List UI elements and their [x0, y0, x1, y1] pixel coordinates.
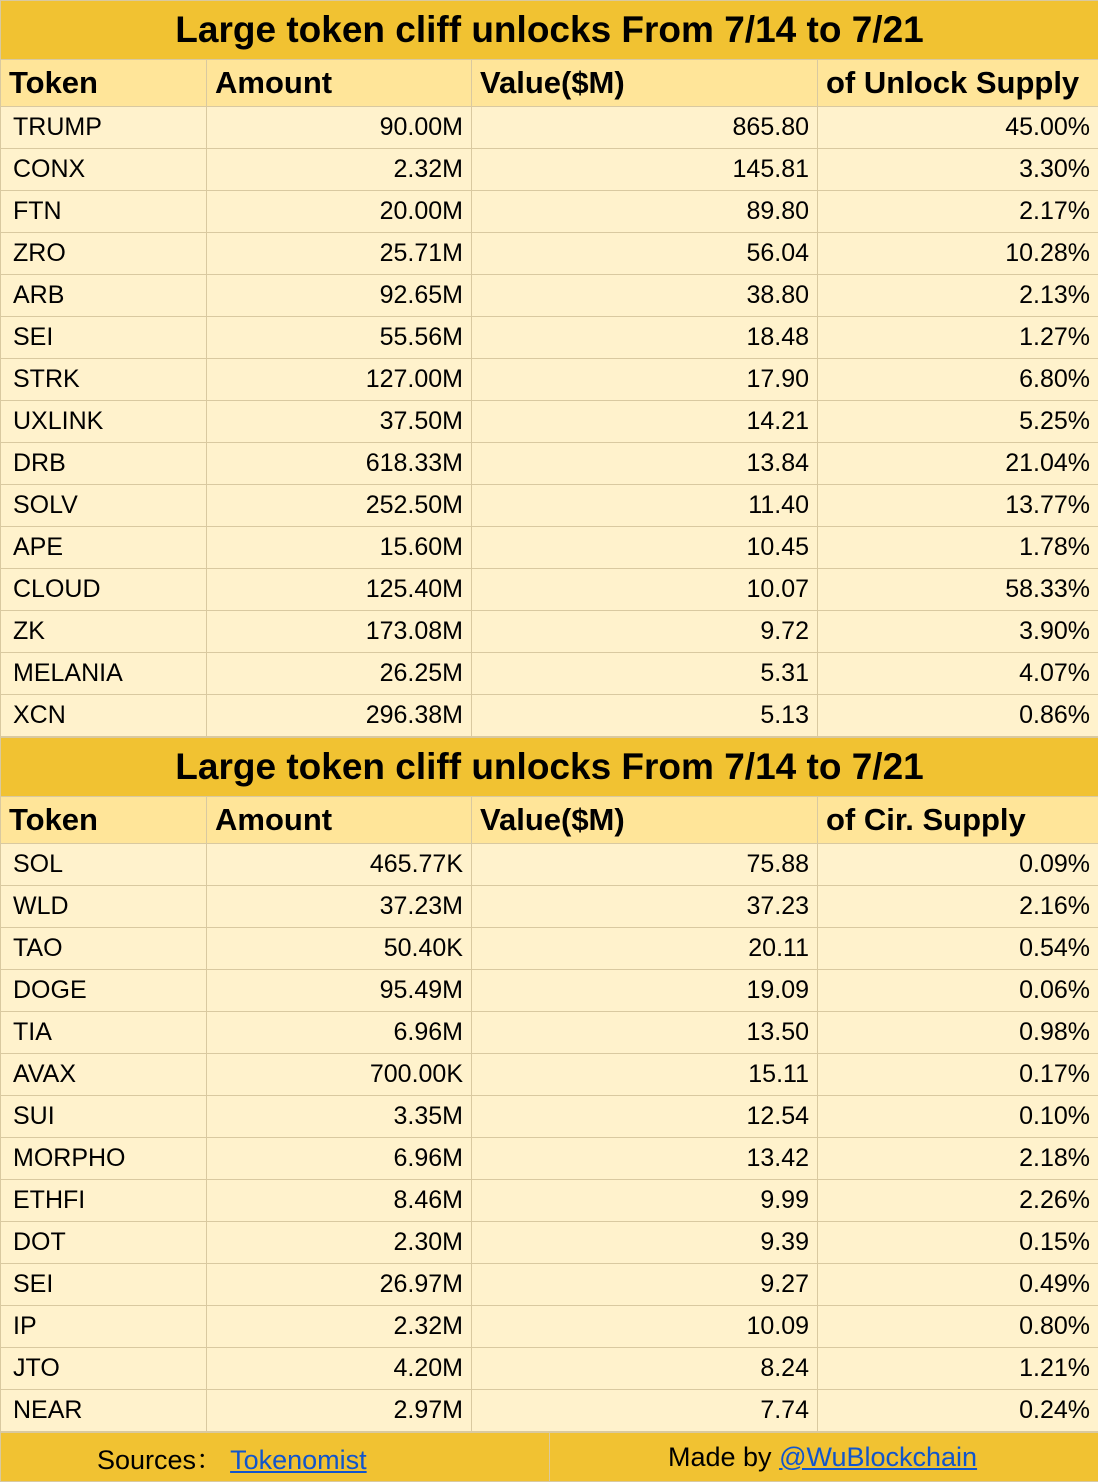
table-row: [1, 653, 1098, 695]
amount-cell: 6.96M: [207, 1012, 472, 1054]
table-row: [1, 1348, 1098, 1390]
amount-cell: 55.56M: [207, 317, 472, 359]
header-supply: of Cir. Supply: [818, 797, 1098, 844]
token-cell: TAO: [1, 928, 207, 970]
table-row: [1, 359, 1098, 401]
table-row: [1, 1012, 1098, 1054]
table-row: [1, 527, 1098, 569]
value-cell: 75.88: [472, 844, 818, 886]
footer-made-by: [550, 1433, 1098, 1482]
amount-cell: 2.97M: [207, 1390, 472, 1432]
value-cell: 18.48: [472, 317, 818, 359]
supply-cell: 0.24%: [818, 1390, 1098, 1432]
token-cell: XCN: [1, 695, 207, 737]
table-title: Large token cliff unlocks From 7/14 to 7/21: [1, 1, 1098, 60]
value-cell: 865.80: [472, 107, 818, 149]
amount-cell: 90.00M: [207, 107, 472, 149]
amount-cell: 6.96M: [207, 1138, 472, 1180]
table-title-row: [1, 738, 1098, 797]
token-cell: DOGE: [1, 970, 207, 1012]
value-cell: 9.72: [472, 611, 818, 653]
token-cell: STRK: [1, 359, 207, 401]
header-row: [1, 60, 1098, 107]
table-row: [1, 928, 1098, 970]
table-row: [1, 1180, 1098, 1222]
value-cell: 9.27: [472, 1264, 818, 1306]
supply-cell: 1.21%: [818, 1348, 1098, 1390]
supply-cell: 2.26%: [818, 1180, 1098, 1222]
table-row: [1, 1306, 1098, 1348]
value-cell: 37.23: [472, 886, 818, 928]
supply-cell: 4.07%: [818, 653, 1098, 695]
supply-cell: 1.27%: [818, 317, 1098, 359]
amount-cell: 4.20M: [207, 1348, 472, 1390]
supply-cell: 2.17%: [818, 191, 1098, 233]
value-cell: 10.45: [472, 527, 818, 569]
supply-cell: 0.98%: [818, 1012, 1098, 1054]
value-cell: 15.11: [472, 1054, 818, 1096]
token-cell: NEAR: [1, 1390, 207, 1432]
table-row: [1, 1390, 1098, 1432]
table-row: [1, 191, 1098, 233]
header-amount: Amount: [207, 60, 472, 107]
supply-cell: 6.80%: [818, 359, 1098, 401]
supply-cell: 2.13%: [818, 275, 1098, 317]
table-row: [1, 443, 1098, 485]
value-cell: 5.31: [472, 653, 818, 695]
supply-cell: 2.18%: [818, 1138, 1098, 1180]
token-cell: JTO: [1, 1348, 207, 1390]
table-row: [1, 1222, 1098, 1264]
value-cell: 13.50: [472, 1012, 818, 1054]
table-row: [1, 844, 1098, 886]
token-cell: ARB: [1, 275, 207, 317]
value-cell: 5.13: [472, 695, 818, 737]
table-row: [1, 569, 1098, 611]
amount-cell: 26.97M: [207, 1264, 472, 1306]
token-cell: CLOUD: [1, 569, 207, 611]
table-title: Large token cliff unlocks From 7/14 to 7/21: [1, 738, 1098, 797]
token-cell: WLD: [1, 886, 207, 928]
value-cell: 17.90: [472, 359, 818, 401]
amount-cell: 26.25M: [207, 653, 472, 695]
amount-cell: 20.00M: [207, 191, 472, 233]
supply-cell: 5.25%: [818, 401, 1098, 443]
amount-cell: 50.40K: [207, 928, 472, 970]
supply-cell: 0.06%: [818, 970, 1098, 1012]
amount-cell: 2.30M: [207, 1222, 472, 1264]
amount-cell: 8.46M: [207, 1180, 472, 1222]
table-row: [1, 1096, 1098, 1138]
supply-cell: 3.90%: [818, 611, 1098, 653]
table-row: [1, 485, 1098, 527]
supply-cell: 0.10%: [818, 1096, 1098, 1138]
value-cell: 9.99: [472, 1180, 818, 1222]
unlock-supply-table: [0, 0, 1098, 737]
value-cell: 20.11: [472, 928, 818, 970]
value-cell: 10.09: [472, 1306, 818, 1348]
supply-cell: 2.16%: [818, 886, 1098, 928]
footer: [0, 1432, 1098, 1482]
value-cell: 19.09: [472, 970, 818, 1012]
token-cell: TIA: [1, 1012, 207, 1054]
value-cell: 13.42: [472, 1138, 818, 1180]
supply-cell: 0.54%: [818, 928, 1098, 970]
table-row: [1, 317, 1098, 359]
token-cell: SOLV: [1, 485, 207, 527]
table-row: [1, 970, 1098, 1012]
wublockchain-link[interactable]: @WuBlockchain: [779, 1442, 977, 1472]
value-cell: 9.39: [472, 1222, 818, 1264]
table-row: [1, 611, 1098, 653]
table-title-row: [1, 1, 1098, 60]
token-cell: UXLINK: [1, 401, 207, 443]
token-cell: ETHFI: [1, 1180, 207, 1222]
tokenomist-link[interactable]: Tokenomist: [230, 1445, 367, 1475]
token-cell: MELANIA: [1, 653, 207, 695]
amount-cell: 25.71M: [207, 233, 472, 275]
made-by-label: Made by: [668, 1442, 779, 1472]
value-cell: 13.84: [472, 443, 818, 485]
footer-sources: [1, 1433, 550, 1482]
value-cell: 12.54: [472, 1096, 818, 1138]
token-cell: ZK: [1, 611, 207, 653]
amount-cell: 2.32M: [207, 1306, 472, 1348]
token-cell: SEI: [1, 1264, 207, 1306]
amount-cell: 125.40M: [207, 569, 472, 611]
value-cell: 7.74: [472, 1390, 818, 1432]
supply-cell: 10.28%: [818, 233, 1098, 275]
amount-cell: 127.00M: [207, 359, 472, 401]
table-row: [1, 1138, 1098, 1180]
amount-cell: 296.38M: [207, 695, 472, 737]
token-cell: DRB: [1, 443, 207, 485]
value-cell: 145.81: [472, 149, 818, 191]
token-cell: DOT: [1, 1222, 207, 1264]
supply-cell: 0.86%: [818, 695, 1098, 737]
amount-cell: 3.35M: [207, 1096, 472, 1138]
token-cell: SOL: [1, 844, 207, 886]
supply-cell: 58.33%: [818, 569, 1098, 611]
table-row: [1, 107, 1098, 149]
table-row: [1, 233, 1098, 275]
amount-cell: 252.50M: [207, 485, 472, 527]
table-row: [1, 695, 1098, 737]
value-cell: 14.21: [472, 401, 818, 443]
supply-cell: 0.15%: [818, 1222, 1098, 1264]
amount-cell: 15.60M: [207, 527, 472, 569]
token-cell: ZRO: [1, 233, 207, 275]
token-cell: SUI: [1, 1096, 207, 1138]
supply-cell: 21.04%: [818, 443, 1098, 485]
token-cell: CONX: [1, 149, 207, 191]
header-value: Value($M): [472, 797, 818, 844]
table-row: [1, 1054, 1098, 1096]
token-cell: MORPHO: [1, 1138, 207, 1180]
token-cell: FTN: [1, 191, 207, 233]
token-cell: TRUMP: [1, 107, 207, 149]
header-row: [1, 797, 1098, 844]
supply-cell: 13.77%: [818, 485, 1098, 527]
amount-cell: 465.77K: [207, 844, 472, 886]
supply-cell: 3.30%: [818, 149, 1098, 191]
supply-cell: 45.00%: [818, 107, 1098, 149]
header-amount: Amount: [207, 797, 472, 844]
value-cell: 89.80: [472, 191, 818, 233]
amount-cell: 618.33M: [207, 443, 472, 485]
value-cell: 56.04: [472, 233, 818, 275]
value-cell: 38.80: [472, 275, 818, 317]
amount-cell: 173.08M: [207, 611, 472, 653]
value-cell: 10.07: [472, 569, 818, 611]
amount-cell: 2.32M: [207, 149, 472, 191]
table-row: [1, 149, 1098, 191]
value-cell: 8.24: [472, 1348, 818, 1390]
header-value: Value($M): [472, 60, 818, 107]
value-cell: 11.40: [472, 485, 818, 527]
token-cell: APE: [1, 527, 207, 569]
header-token: Token: [1, 797, 207, 844]
token-cell: AVAX: [1, 1054, 207, 1096]
amount-cell: 92.65M: [207, 275, 472, 317]
header-token: Token: [1, 60, 207, 107]
table-row: [1, 401, 1098, 443]
supply-cell: 0.49%: [818, 1264, 1098, 1306]
supply-cell: 0.17%: [818, 1054, 1098, 1096]
amount-cell: 37.50M: [207, 401, 472, 443]
amount-cell: 95.49M: [207, 970, 472, 1012]
sources-label: Sources：: [97, 1445, 223, 1475]
token-cell: IP: [1, 1306, 207, 1348]
header-supply: of Unlock Supply: [818, 60, 1098, 107]
amount-cell: 37.23M: [207, 886, 472, 928]
token-cell: SEI: [1, 317, 207, 359]
table-row: [1, 886, 1098, 928]
circulating-supply-table: [0, 737, 1098, 1432]
supply-cell: 0.09%: [818, 844, 1098, 886]
supply-cell: 0.80%: [818, 1306, 1098, 1348]
table-row: [1, 1264, 1098, 1306]
supply-cell: 1.78%: [818, 527, 1098, 569]
amount-cell: 700.00K: [207, 1054, 472, 1096]
table-row: [1, 275, 1098, 317]
